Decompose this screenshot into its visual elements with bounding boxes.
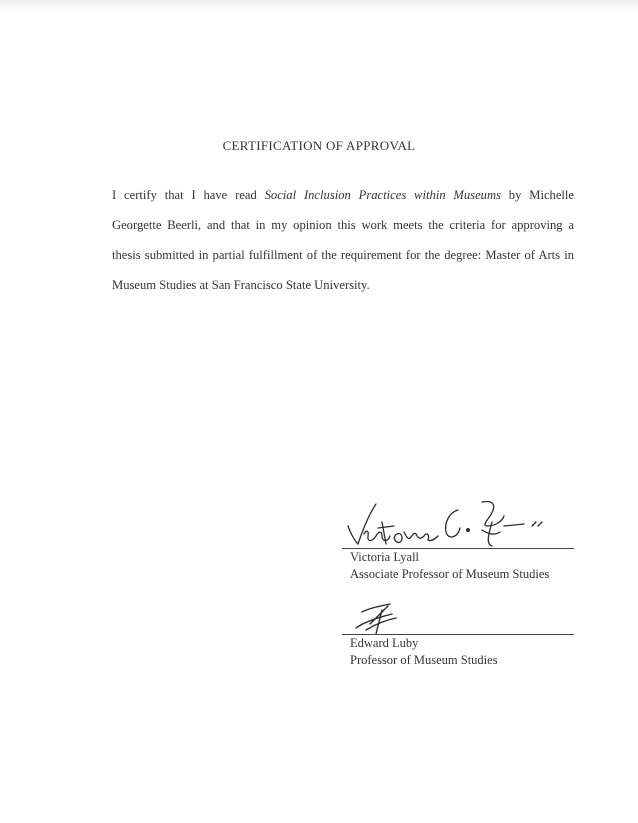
scan-edge [0, 0, 638, 10]
signatory-role-2: Professor of Museum Studies [350, 653, 498, 667]
paragraph-line-1-pre: I certify that I have read [112, 188, 265, 202]
signature-victoria-lyall [342, 492, 574, 548]
paragraph-line-1 [112, 180, 574, 210]
signature-block-2 [342, 600, 574, 669]
signatory-name-2: Edward Luby [350, 636, 419, 650]
paragraph-line-4: Museum Studies at San Francisco State University. [112, 278, 370, 292]
thesis-title: Social Inclusion Practices within Museums [264, 188, 501, 202]
paragraph-line-1-post: by Michelle [500, 188, 575, 202]
paragraph-line-3: thesis submitted in partial fulfillment of the requirement for the degree: Master of Arts in [112, 248, 574, 262]
signatory-role-1: Associate Professor of Museum Studies [350, 567, 550, 581]
signatory-name-1: Victoria Lyall [350, 550, 420, 564]
signature-edward-luby [342, 600, 574, 634]
signature-block-1 [342, 492, 574, 583]
paragraph-line-2: Georgette Beerli, and that in my opinion this work meets the criteria for approving a [112, 218, 574, 232]
document-title: CERTIFICATION OF APPROVAL [222, 138, 416, 153]
certification-paragraph [112, 180, 574, 300]
